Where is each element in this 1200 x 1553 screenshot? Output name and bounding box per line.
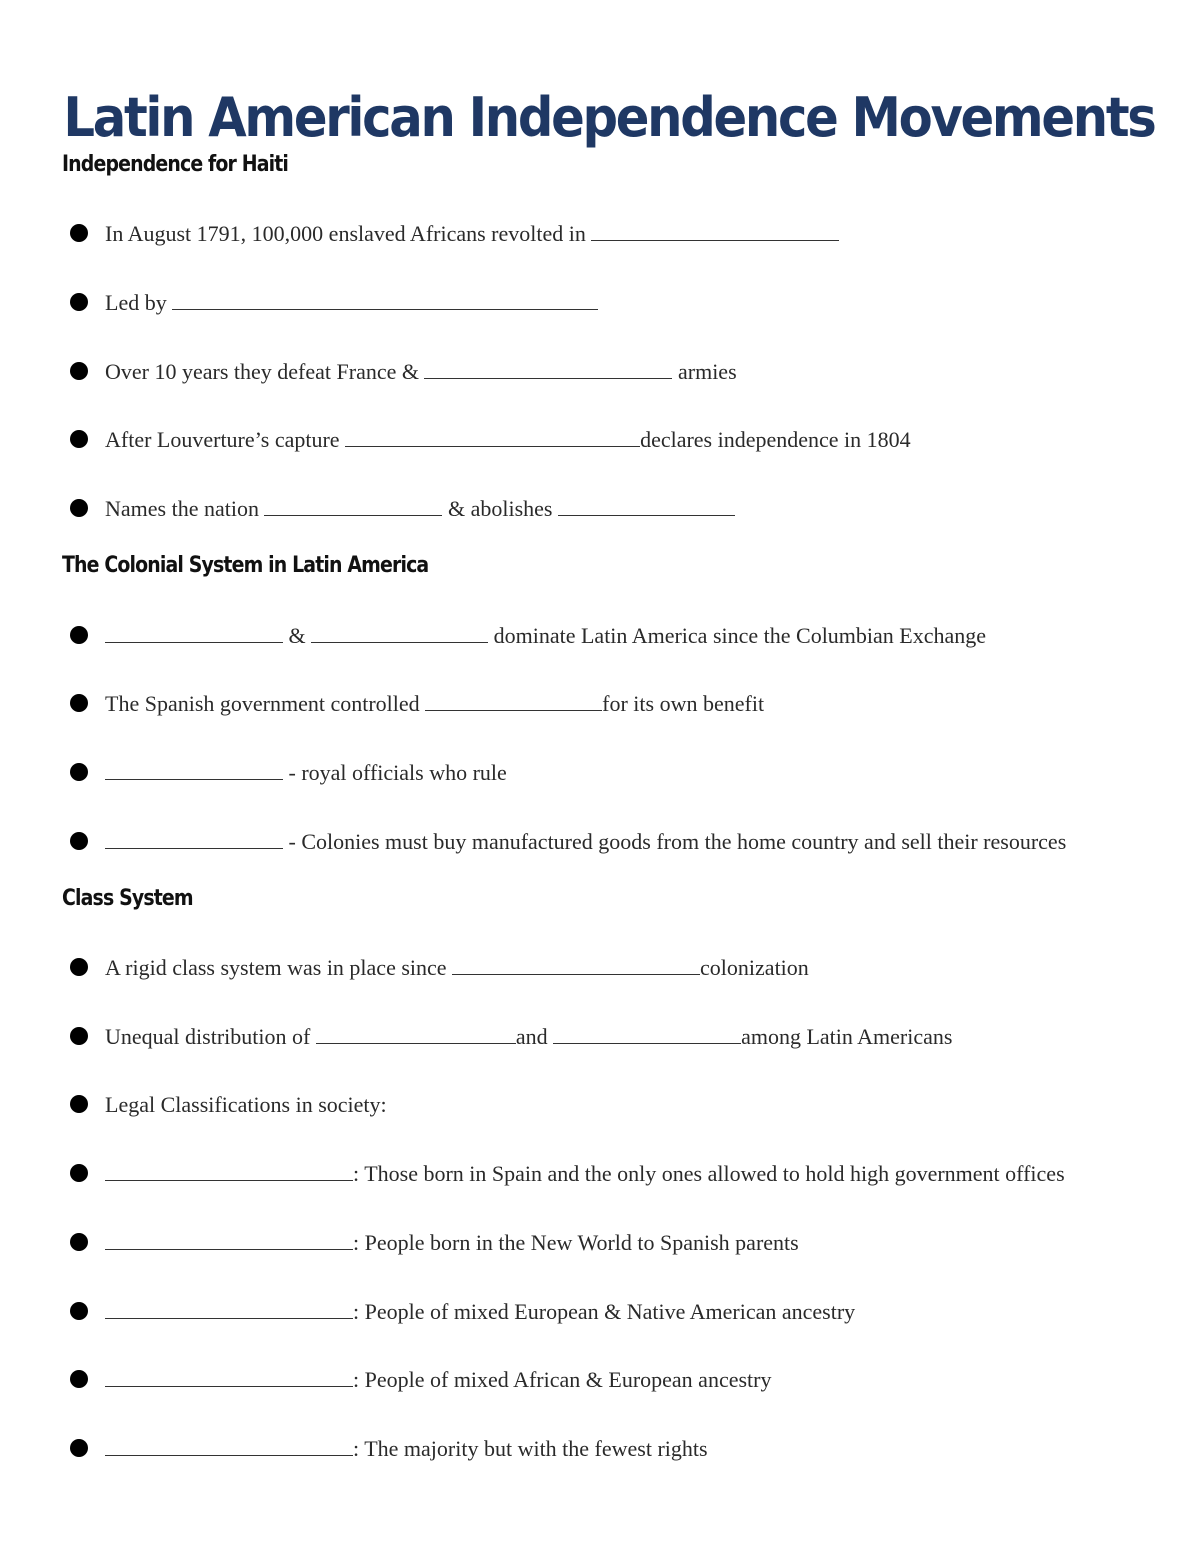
bullet-item [70, 954, 809, 984]
bullet-icon [70, 958, 88, 976]
bullet-item [70, 358, 737, 388]
bullet-text: armies [672, 359, 737, 384]
bullet-item [70, 1092, 387, 1122]
bullet-icon [70, 1302, 88, 1320]
bullet-icon [70, 1027, 88, 1045]
bullet-text: & abolishes [442, 496, 558, 521]
bullet-text: dominate Latin America since the Columbian Exchange [488, 623, 987, 648]
bullet-item [70, 622, 986, 652]
bullet-icon [70, 626, 88, 644]
section-heading: Independence for Haiti [62, 152, 289, 177]
fill-in-blank[interactable] [172, 289, 598, 310]
bullet-icon [70, 430, 88, 448]
fill-in-blank[interactable] [424, 358, 672, 379]
bullet-icon [70, 832, 88, 850]
bullet-item [70, 759, 507, 789]
bullet-text: A rigid class system was in place since [105, 955, 453, 980]
bullet-icon [70, 763, 88, 781]
bullet-text: : People of mixed African & European ancestry [353, 1367, 772, 1392]
fill-in-blank[interactable] [105, 1229, 353, 1250]
bullet-text: declares independence in 1804 [640, 427, 911, 452]
bullet-icon [70, 362, 88, 380]
fill-in-blank[interactable] [105, 1366, 353, 1387]
bullet-text: Legal Classifications in society: [105, 1092, 387, 1117]
bullet-icon [70, 1439, 88, 1457]
bullet-item [70, 1160, 1065, 1190]
bullet-icon [70, 293, 88, 311]
bullet-text: : Those born in Spain and the only ones allowed to hold high government offices [353, 1161, 1065, 1186]
bullet-icon [70, 499, 88, 517]
bullet-text: : People of mixed European & Native American ancestry [353, 1299, 856, 1324]
bullet-icon [70, 1233, 88, 1251]
section-heading: The Colonial System in Latin America [62, 553, 429, 578]
fill-in-blank[interactable] [264, 495, 442, 516]
bullet-icon [70, 1164, 88, 1182]
bullet-item [70, 1366, 771, 1396]
fill-in-blank[interactable] [105, 622, 283, 643]
bullet-text: Unequal distribution of [105, 1024, 316, 1049]
bullet-text: for its own benefit [602, 691, 765, 716]
bullet-text: In August 1791, 100,000 enslaved Africans revolted in [105, 221, 592, 246]
fill-in-blank[interactable] [105, 1160, 353, 1181]
fill-in-blank[interactable] [316, 1023, 516, 1044]
bullet-text: - royal officials who rule [283, 760, 507, 785]
bullet-icon [70, 1370, 88, 1388]
section-heading: Class System [62, 886, 193, 911]
bullet-icon [70, 224, 88, 242]
bullet-text: & [283, 623, 312, 648]
fill-in-blank[interactable] [553, 1023, 741, 1044]
fill-in-blank[interactable] [345, 426, 640, 447]
fill-in-blank[interactable] [558, 495, 735, 516]
bullet-text: - Colonies must buy manufactured goods from the home country and sell their resources [283, 829, 1067, 854]
bullet-icon [70, 694, 88, 712]
bullet-item [70, 495, 735, 525]
bullet-item [70, 289, 598, 319]
fill-in-blank[interactable] [591, 220, 839, 241]
fill-in-blank[interactable] [105, 828, 283, 849]
fill-in-blank[interactable] [105, 1435, 353, 1456]
bullet-text: : People born in the New World to Spanish parents [353, 1230, 799, 1255]
bullet-item [70, 1023, 952, 1053]
bullet-item [70, 690, 764, 720]
fill-in-blank[interactable] [452, 954, 700, 975]
bullet-text: and [515, 1024, 554, 1049]
bullet-text: among Latin Americans [741, 1024, 953, 1049]
fill-in-blank[interactable] [311, 622, 488, 643]
bullet-icon [70, 1095, 88, 1113]
bullet-text: Over 10 years they defeat France & [105, 359, 425, 384]
bullet-item [70, 220, 839, 250]
bullet-item [70, 828, 1066, 858]
bullet-text: : The majority but with the fewest rights [353, 1436, 708, 1461]
bullet-text: After Louverture’s capture [105, 427, 346, 452]
document-title: Latin American Independence Movements [63, 86, 1155, 150]
bullet-item [70, 426, 911, 456]
bullet-item [70, 1298, 855, 1328]
bullet-text: The Spanish government controlled [105, 691, 426, 716]
fill-in-blank[interactable] [105, 759, 283, 780]
bullet-text: colonization [700, 955, 809, 980]
bullet-item [70, 1435, 708, 1465]
bullet-text: Names the nation [105, 496, 265, 521]
fill-in-blank[interactable] [105, 1298, 353, 1319]
bullet-item [70, 1229, 799, 1259]
fill-in-blank[interactable] [425, 690, 602, 711]
bullet-text: Led by [105, 290, 173, 315]
